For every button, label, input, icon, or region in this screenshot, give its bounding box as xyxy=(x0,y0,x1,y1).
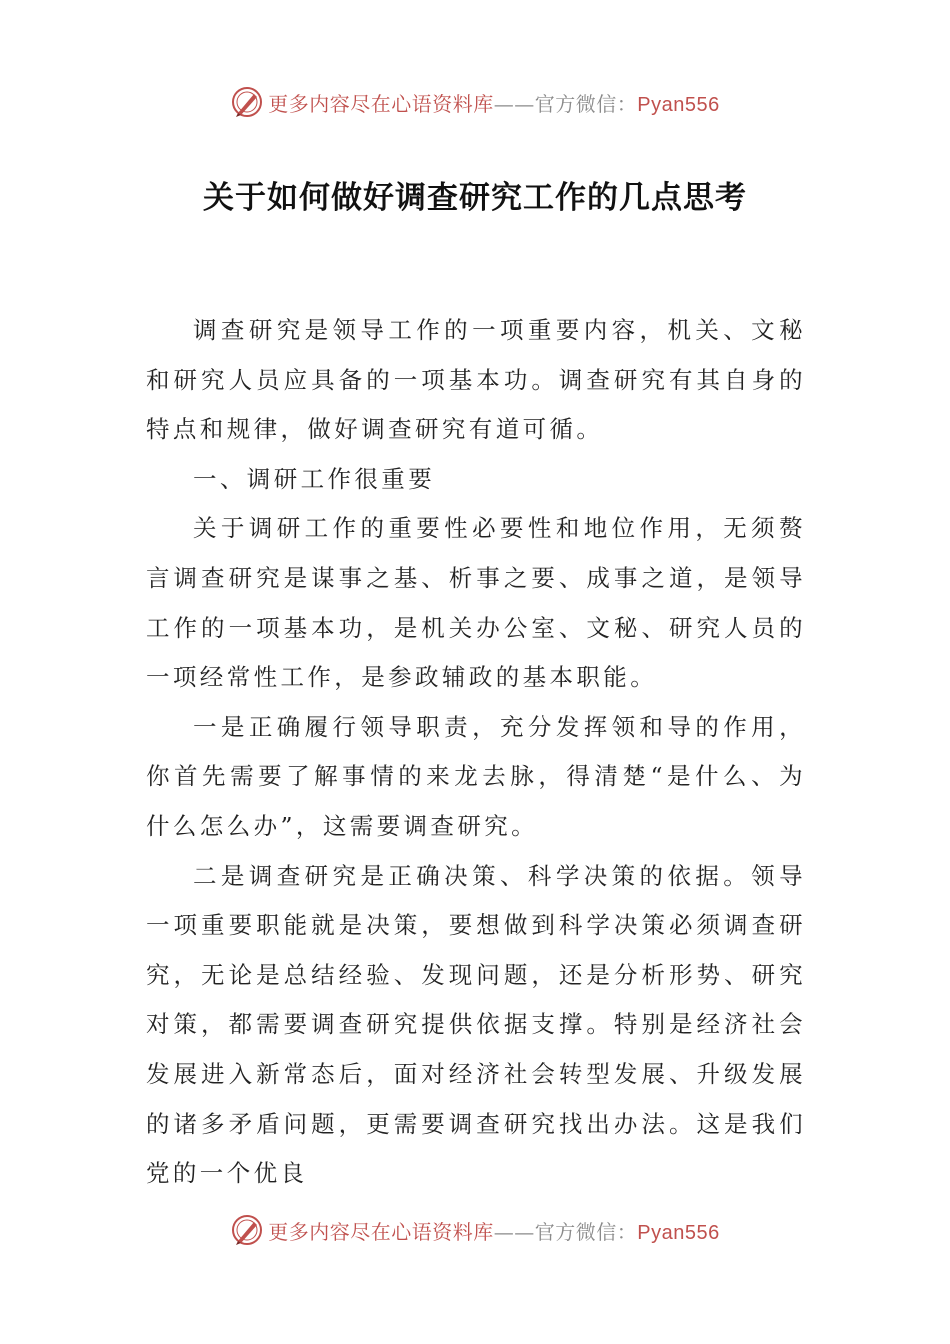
section-heading-1: 一、调研工作很重要 xyxy=(193,464,436,493)
header-watermark-banner xyxy=(0,82,950,122)
document-title: 关于如何做好调查研究工作的几点思考 xyxy=(203,180,747,216)
watermark-text xyxy=(268,88,719,117)
pen-logo-icon xyxy=(230,1213,264,1247)
watermark-wechat-id: Pyan556 xyxy=(637,93,720,116)
paragraph-point-2: 二是调查研究是正确决策、科学决策的依据。领导一项重要职能就是决策，要想做到科学决策必须调查研究，无论是总结经验、发现问题，还是分析形势、研究对策，都需要调查研究提供依据支撑。特别是经济社会发展进入新常态后，面对经济社会转型发展、升级发展的诸多矛盾问题，更需要调查研究找出办法。这是我们党的一个优良 xyxy=(146,861,806,1188)
watermark-label: 官方微信： xyxy=(534,91,638,116)
watermark-dash: —— xyxy=(493,91,535,116)
watermark-text xyxy=(268,1216,719,1245)
watermark-wechat-id: Pyan556 xyxy=(637,1221,720,1244)
watermark-prefix: 更多内容尽在心语资料库 xyxy=(268,1219,494,1244)
watermark-dash: —— xyxy=(493,1219,535,1244)
paragraph-importance: 关于调研工作的重要性必要性和地位作用，无须赘言调查研究是谋事之基、析事之要、成事之道，是领导工作的一项基本功，是机关办公室、文秘、研究人员的一项经常性工作，是参政辅政的基本职能。 xyxy=(146,514,806,692)
watermark-prefix: 更多内容尽在心语资料库 xyxy=(268,91,494,116)
document-body xyxy=(146,306,806,1199)
paragraph-intro: 调查研究是领导工作的一项重要内容，机关、文秘和研究人员应具备的一项基本功。调查研究有其自身的特点和规律，做好调查研究有道可循。 xyxy=(146,316,806,444)
pen-logo-icon xyxy=(230,85,264,119)
paragraph-point-1: 一是正确履行领导职责，充分发挥领和导的作用，你首先需要了解事情的来龙去脉，得清楚“是什么、为什么怎么办”，这需要调查研究。 xyxy=(146,712,806,840)
footer-watermark-banner xyxy=(0,1210,950,1250)
watermark-label: 官方微信： xyxy=(534,1219,638,1244)
